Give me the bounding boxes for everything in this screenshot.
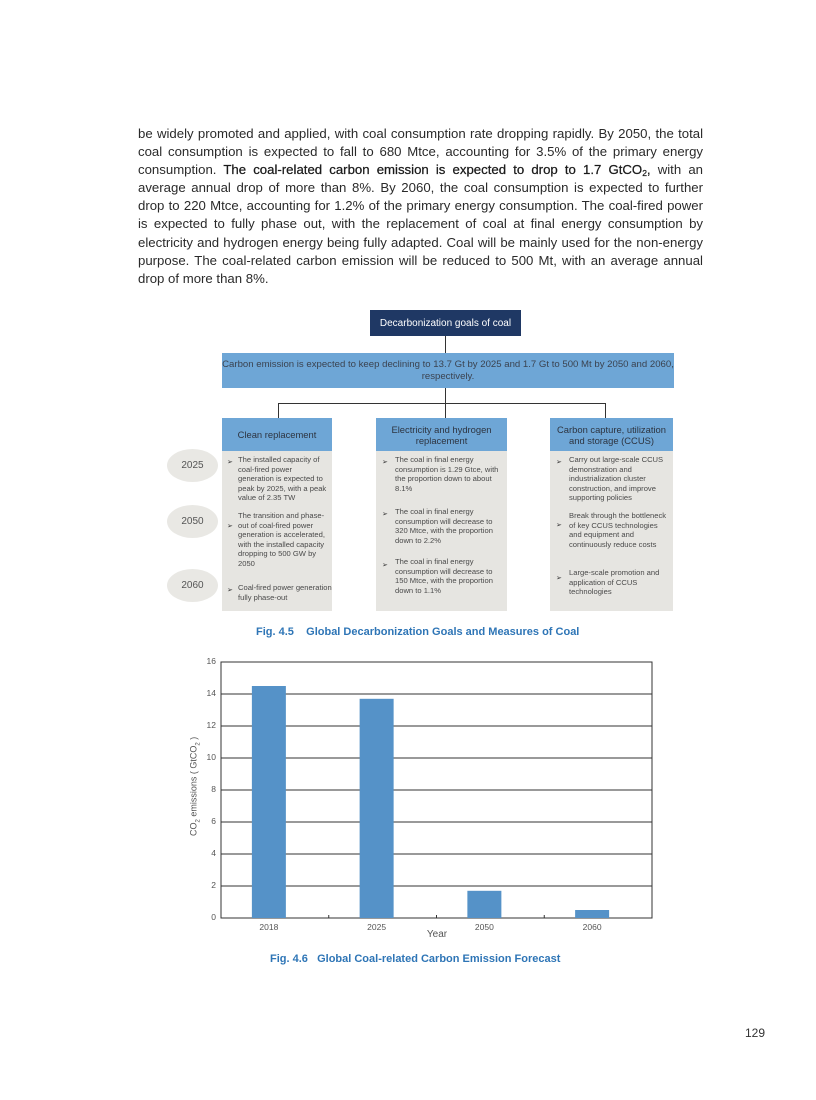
- list-item: The coal in final energy consumption will decrease to 150 Mtce, with the proportion down to 1.1%: [395, 557, 493, 595]
- page-number: 129: [745, 1026, 766, 1040]
- arrow-bullet-icon: ➢: [227, 459, 233, 466]
- list-item: The transition and phase-out of coal-fired power generation is accelerated, with the installed capacity dropping to 500 GW by 2050: [238, 511, 325, 568]
- emphasis-tail: ,: [646, 162, 651, 178]
- y-tick-label: 6: [211, 816, 216, 826]
- y-tick-label: 0: [211, 912, 216, 922]
- column-header-ccus: Carbon capture, utilization and storage (CCUS): [550, 418, 673, 451]
- y-tick-label: 14: [206, 688, 216, 698]
- chart-bars: [252, 686, 609, 918]
- y-tick-label: 12: [206, 720, 216, 730]
- arrow-bullet-icon: ➢: [556, 522, 562, 529]
- arrow-bullet-icon: ➢: [382, 562, 388, 569]
- x-axis-label: Year: [426, 929, 448, 940]
- year-badge-2025: 2025: [167, 449, 218, 482]
- list-item: Large-scale promotion and application of CCUS technologies: [569, 568, 660, 597]
- y-tick-label: 4: [211, 848, 216, 858]
- paragraph-text: be widely promoted and applied, with coal consumption rate dropping rapidly. By 2050, the total coal consumption is expected to fall to 680 Mtce, accounting for 3.5% of the primary energy consumption.: [138, 126, 703, 178]
- column-header-clean-replacement: Clean replacement: [222, 418, 332, 451]
- list-item: Carry out large-scale CCUS demonstration and industrialization cluster construction, and improve supporting policies: [569, 455, 664, 503]
- column-header-electricity-hydrogen: Electricity and hydrogen replacement: [376, 418, 507, 451]
- diagram-summary-box: Carbon emission is expected to keep declining to 13.7 Gt by 2025 and 1.7 Gt to 500 Mt by 2050 and 2060, respectively.: [222, 353, 674, 388]
- bar-2025: [360, 699, 394, 918]
- bar-2018: [252, 686, 286, 918]
- ylabel-subscript: 2: [195, 742, 202, 746]
- paragraph-text-continued: with an average annual drop of more than 8%. By 2060, the coal consumption is expected to further drop to 220 Mtce, accounting for 1.2% of the primary energy consumption. The coal-fired power is expected to fully phase out, with the replacement of coal at final energy consumption by electricity and hydrogen energy being fully adapted. Coal will be mainly used for the non-energy purpose. The coal-related carbon emission will be reduced to 500 Mt, with an average annual drop of more than 8%.: [138, 162, 703, 286]
- caption-title: Global Coal-related Carbon Emission Forecast: [317, 953, 561, 965]
- ylabel-text: emissions ( GtCO: [188, 745, 199, 820]
- year-badge-2050: 2050: [167, 505, 218, 538]
- y-tick-label: 16: [206, 656, 216, 666]
- y-axis-label: [189, 721, 202, 851]
- arrow-bullet-icon: ➢: [556, 459, 562, 466]
- caption-number: Fig. 4.5: [256, 626, 294, 638]
- arrow-bullet-icon: ➢: [227, 523, 233, 530]
- year-badge-2060: 2060: [167, 569, 218, 602]
- figure-4-6-caption: [270, 953, 560, 965]
- list-item: The coal in final energy consumption will decrease to 320 Mtce, with the proportion down to 2.2%: [395, 507, 493, 545]
- x-tick-label: 2060: [582, 922, 602, 932]
- y-tick-label: 2: [211, 880, 216, 890]
- subscript: 2: [642, 168, 647, 179]
- ylabel-text: ): [188, 736, 199, 743]
- arrow-bullet-icon: ➢: [382, 459, 388, 466]
- arrow-bullet-icon: ➢: [556, 575, 562, 582]
- arrow-bullet-icon: ➢: [382, 511, 388, 518]
- y-tick-label: 10: [206, 752, 216, 762]
- x-tick-label: 2018: [259, 922, 279, 932]
- list-item: Break through the bottleneck of key CCUS technologies and equipment and continuously reduce costs: [569, 511, 667, 549]
- ylabel-subscript: 2: [195, 819, 202, 823]
- list-item: The coal in final energy consumption is 1.29 Gtce, with the proportion down to about 8.1%: [395, 455, 499, 493]
- y-tick-label: 8: [211, 784, 216, 794]
- x-tick-label: 2025: [367, 922, 387, 932]
- list-item: The installed capacity of coal-fired power generation is expected to peak by 2025, with a peak value of 2.35 TW: [238, 455, 327, 503]
- bar-2050: [467, 891, 501, 918]
- diagram-title-box: Decarbonization goals of coal: [370, 310, 521, 336]
- list-item: Coal-fired power generation fully phase-out: [238, 583, 332, 602]
- bar-2060: [575, 910, 609, 918]
- ylabel-text: CO: [188, 822, 199, 837]
- arrow-bullet-icon: ➢: [227, 587, 233, 594]
- caption-title: Global Decarbonization Goals and Measures of Coal: [306, 626, 580, 638]
- caption-number: Fig. 4.6: [270, 953, 308, 965]
- x-tick-label: 2050: [474, 922, 494, 932]
- emphasis-text: The coal-related carbon emission is expected to drop to 1.7 GtCO: [223, 162, 643, 178]
